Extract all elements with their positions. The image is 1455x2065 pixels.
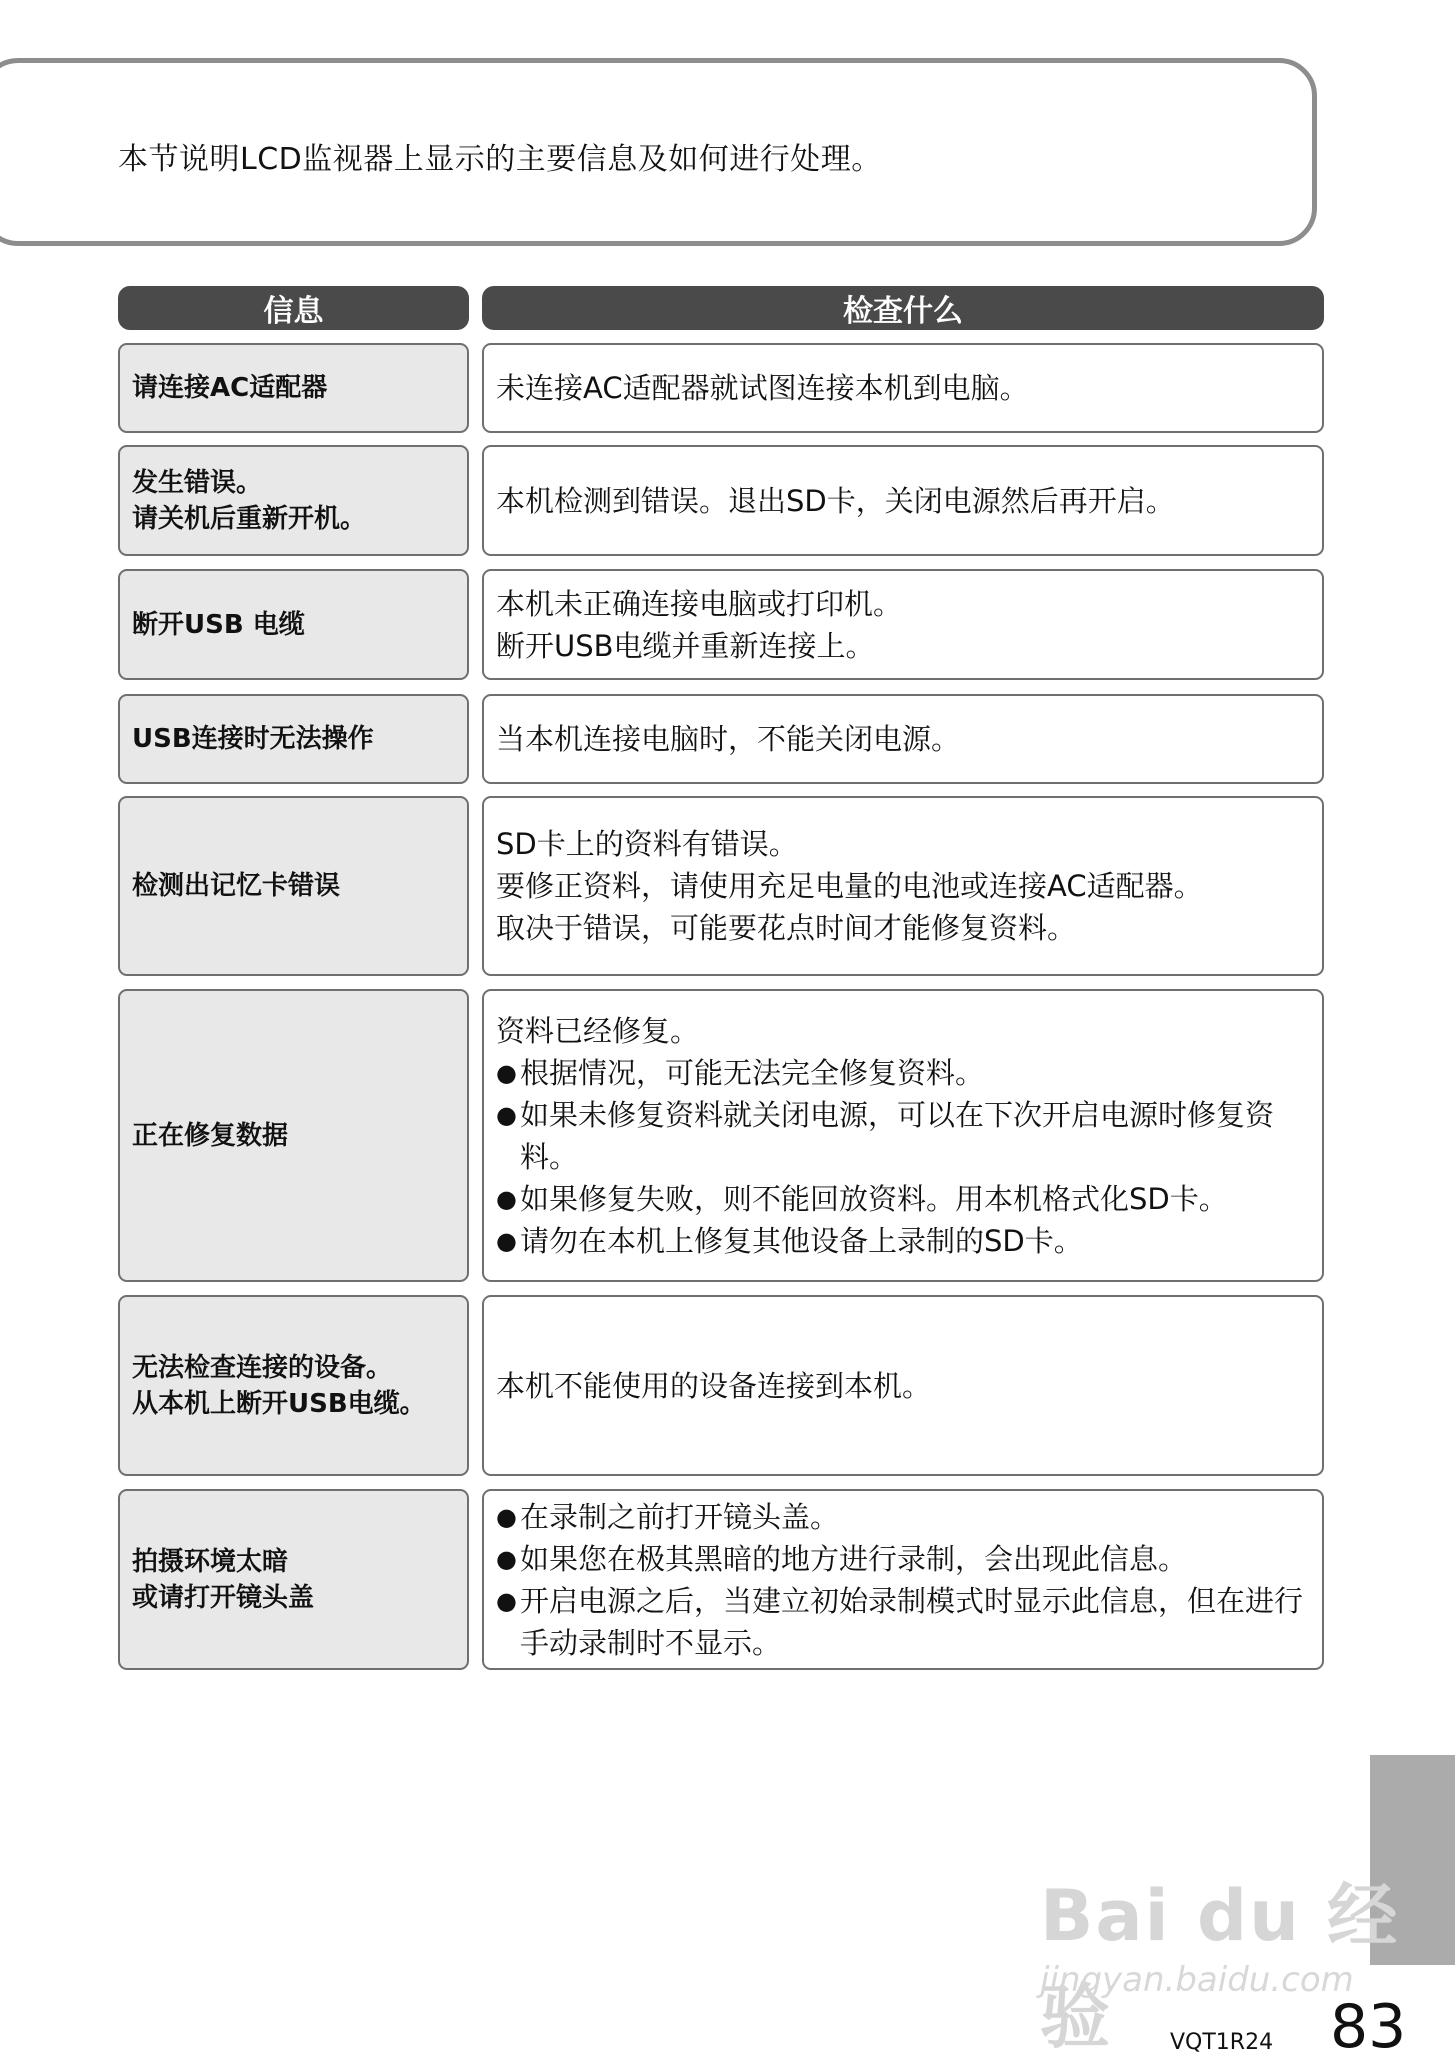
- intro-text: 本节说明LCD监视器上显示的主要信息及如何进行处理。: [118, 142, 882, 177]
- check-line: 本机不能使用的设备连接到本机。: [496, 1368, 932, 1403]
- message-cell: 请连接AC适配器: [118, 343, 469, 433]
- bullet-item: ● 请勿在本机上修复其他设备上录制的SD卡。: [496, 1220, 1322, 1262]
- check-cell: [482, 343, 1324, 433]
- bullet-icon: ●: [496, 1586, 517, 1615]
- bullet-icon: ●: [496, 1058, 517, 1087]
- watermark-url: jingyan.baidu.com: [1040, 1960, 1354, 2000]
- bullet-icon: ●: [496, 1502, 517, 1531]
- check-cell: [482, 989, 1324, 1282]
- message-cell: 拍摄环境太暗 或请打开镜头盖: [118, 1489, 469, 1670]
- document-code: VQT1R24: [1170, 2030, 1274, 2055]
- bullet-icon: ●: [496, 1544, 517, 1573]
- bullet-icon: ●: [496, 1184, 517, 1213]
- check-cell: [482, 796, 1324, 976]
- page-number: 83: [1330, 1992, 1407, 2062]
- bullet-icon: ●: [496, 1100, 517, 1129]
- check-cell: [482, 1489, 1324, 1670]
- header-info: 信息: [118, 286, 469, 330]
- check-cell: [482, 1295, 1324, 1476]
- header-check: 检查什么: [482, 286, 1324, 330]
- check-line: 取决于错误，可能要花点时间才能修复资料。: [496, 911, 1077, 945]
- message-cell: 无法检查连接的设备。 从本机上断开USB电缆。: [118, 1295, 469, 1476]
- message-cell: 检测出记忆卡错误: [118, 796, 469, 976]
- bullet-item: ● 如果未修复资料就关闭电源，可以在下次开启电源时修复资料。: [496, 1094, 1322, 1178]
- bullet-icon: ●: [496, 1226, 517, 1255]
- message-cell: 正在修复数据: [118, 989, 469, 1282]
- check-line: 资料已经修复。: [496, 1013, 700, 1048]
- message-cell: 断开USB 电缆: [118, 569, 469, 680]
- watermark-logo: Bai du 经验: [1040, 1875, 1400, 2058]
- check-line: 本机检测到错误。退出SD卡，关闭电源然后再开启。: [496, 483, 1175, 518]
- bullet-item: ● 如果修复失败，则不能回放资料。用本机格式化SD卡。: [496, 1178, 1322, 1220]
- check-cell: [482, 569, 1324, 680]
- bullet-item: ● 如果您在极其黑暗的地方进行录制，会出现此信息。: [496, 1538, 1322, 1580]
- message-cell: USB连接时无法操作: [118, 694, 469, 784]
- check-cell: [482, 694, 1324, 784]
- check-line: 未连接AC适配器就试图连接本机到电脑。: [496, 371, 1029, 405]
- bullet-item: ● 开启电源之后，当建立初始录制模式时显示此信息，但在进行手动录制时不显示。: [496, 1580, 1322, 1664]
- check-line: 断开USB电缆并重新连接上。: [496, 628, 875, 663]
- check-line: 当本机连接电脑时，不能关闭电源。: [496, 722, 961, 756]
- check-line: SD卡上的资料有错误。: [496, 827, 798, 861]
- check-line: 要修正资料，请使用充足电量的电池或连接AC适配器。: [496, 869, 1203, 903]
- check-cell: [482, 445, 1324, 556]
- check-line: 本机未正确连接电脑或打印机。: [496, 586, 903, 621]
- message-cell: 发生错误。 请关机后重新开机。: [118, 445, 469, 556]
- bullet-item: ● 根据情况，可能无法完全修复资料。: [496, 1052, 1322, 1094]
- bullet-item: ● 在录制之前打开镜头盖。: [496, 1496, 1322, 1538]
